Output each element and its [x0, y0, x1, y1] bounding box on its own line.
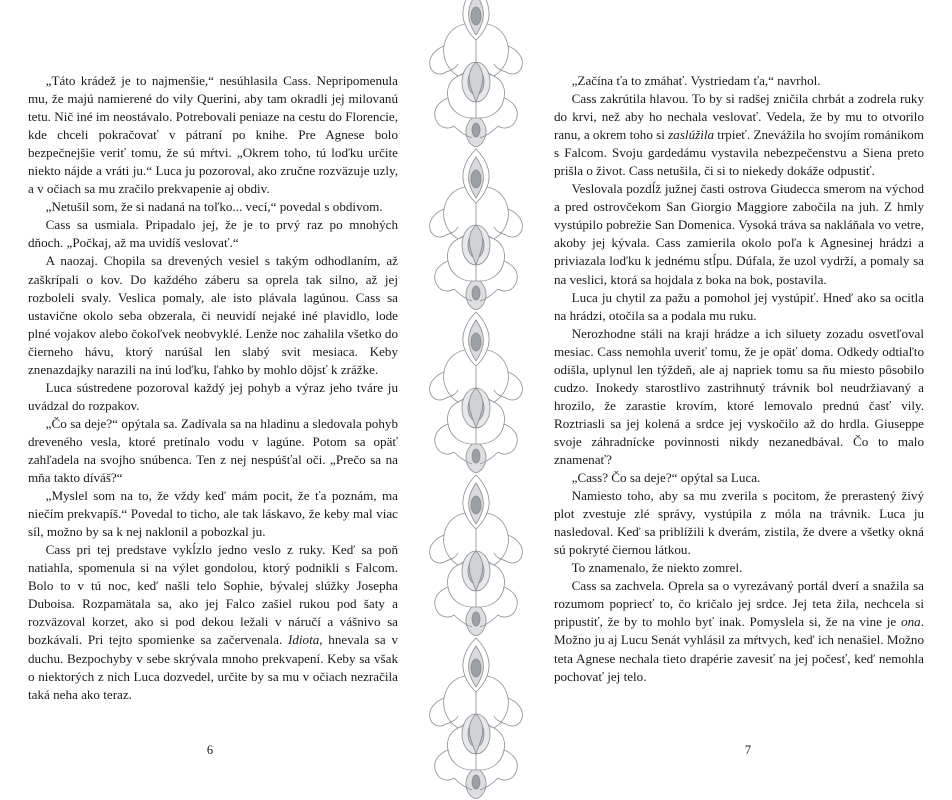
- paragraph: Luca ju chytil za pažu a pomohol jej vystúpiť. Hneď ako sa ocitla na hrádzi, otočila sa a podala mu ruku.: [554, 289, 924, 323]
- paragraph: „Netušil som, že si nadaná na toľko... vecí,“ povedal s obdivom.: [45, 199, 383, 215]
- page-number-left: 6: [206, 743, 214, 757]
- left-page: [0, 0, 420, 800]
- paragraph: Nerozhodne stáli na kraji hrádze a ich siluety zozadu osvetľoval mesiac. Cass nemohla uveriť tomu, že je opäť doma. Odkedy odtiaľto odišla, uplynul len týždeň, ale aj napriek tomu sa ňu miesto pôsobilo cudzo. Inokedy starostlivo zastrihnutý trávnik bol neudržiavaný a hrozilo, že zarastie krovím, ktoré lemovalo prednú časť vily. Roztriasli sa jej kolená a srdce jej vyskočilo až do hrdla. Giuseppe svoje záhradnícke povinnosti nikdy nezanedbával. Čo to malo znamenať?: [554, 325, 924, 467]
- paragraph: Cass sa zachvela. Oprela sa o vyrezávaný portál dverí a snažila sa rozumom popriecť to, čo kričalo jej srdce. Jej teta žila, nechcela si pripustiť, že by to mohlo byť inak. Pomyslela si, že na vine je ona. Možno ju aj Lucu Senát vyhlásil za mŕtvych, keď ich nenašiel. Možno teta Agnese nechala tieto drapérie zavesiť na jej počesť, keď nemohla pochovať jej telo.: [554, 578, 924, 684]
- left-page-text: [28, 72, 398, 704]
- paragraph: To znamenalo, že niekto zomrel.: [571, 560, 743, 576]
- paragraph: Cass zakrútila hlavou. To by si radšej zničila chrbát a zodrela ruky do krvi, než aby ho nechala veslovať. Vedela, že by mu to otvorilo ranu, a okrem toho si zaslúžila trpieť. Znevážila ho svojím románikom s Falcom. Svoju gardedámu vystavila nebezpečenstvu a Siena preto prišla o život. Cass netušila, či si to niekedy dokáže odpustiť.: [554, 91, 924, 179]
- paragraph: „Táto krádež je to najmenšie,“ nesúhlasila Cass. Nepripomenula mu, že majú namierené do vily Querini, aby tam okradli jej milovanú tetu. Nič iné im neostávalo. Potrebovali peniaze na cestu do Florencie, kde chceli pokračovať v pátraní po knihe. Pre Agnese bolo bezpečnejšie veriť tomu, že sú mŕtvi. „Okrem toho, tú loďku určite niekto nájde a vráti ju.“ Luca ju pozoroval, ako zručne rozväzuje uzly, a v očiach sa mu zračilo prekvapenie aj obdiv.: [28, 73, 398, 197]
- right-page: [532, 0, 952, 800]
- paragraph: Luca sústredene pozoroval každý jej pohyb a výraz jeho tváre ju uvádzal do rozpakov.: [28, 379, 398, 413]
- paragraph: Namiesto toho, aby sa mu zverila s pocitom, že prerastený živý plot zvestuje zlé správy, vystúpila z móla na trávnik. Luca ju nasledoval. Keď sa priblížili k dverám, zistila, že dvere a všetky okná sú pokryté čiernou látkou.: [554, 488, 924, 558]
- paragraph: „Začína ťa to zmáhať. Vystriedam ťa,“ navrhol.: [571, 73, 821, 88]
- page-number-right: 7: [744, 743, 752, 757]
- paragraph: Cass pri tej predstave vykĺzlo jedno veslo z ruky. Keď sa poň natiahla, spomenula si na výlet gondolou, ktorý podnikli s Falcom. Bolo to v tú noc, keď našli telo Sophie, bývalej slúžky Josepha Duboisa. Rozpamätala sa, ako jej Falco zašiel rukou pod šaty a rozväzoval korzet, ako si pod dekou ležali v náručí a vášnivo sa bozkávali. Pri tejto spomienke sa začervenala. Idiota, hnevala sa v duchu. Bezpochyby v sebe skrývala mnoho prekvapení. Keby sa však o niektorých z nich Luca dozvedel, určite by sa mu v očiach nezračila taká neha ako teraz.: [28, 542, 398, 702]
- paragraph: „Myslel som na to, že vždy keď mám pocit, že ťa poznám, ma niečím prekvapíš.“ Povedal to ticho, ale tak láskavo, že keby mal viac síl, možno by sa k nej naklonil a pobozkal ju.: [28, 488, 398, 540]
- paragraph: A naozaj. Chopila sa drevených vesiel s takým odhodlaním, až zaškrípali o kov. Do každého záberu sa oprela tak silno, až jej rozboleli svaly. Veslica pomaly, ale isto plávala lagúnou. Cass sa ustavične okolo seba obzerala, či neuvidí nejaké iné plavidlo, lode plné vojakov alebo čokoľvek neobvyklé. Lenže noc zahalila všetko do čierneho hávu, ktorý narúšal len slabý svit mesiaca. Keby znenazdajky narazili na inú loďku, ľahko by mohlo dôjsť k zrážke.: [28, 253, 398, 377]
- ornament-strip: [420, 0, 532, 800]
- paragraph: Cass sa usmiala. Pripadalo jej, že je to prvý raz po mnohých dňoch. „Počkaj, až ma uvidíš veslovať.“: [28, 217, 398, 251]
- ornament-motif: [420, 310, 532, 473]
- paragraph: Veslovala pozdĺž južnej časti ostrova Giudecca smerom na východ a pred ostrovčekom San Giorgio Maggiore zabočila na juh. Z hmly vystúpilo pobrežie San Domenica. Vysoká tráva sa nakláňala vo vetre, akoby jej kývala. Cass zamierila okolo poľa k Agnesinej hrádzi a priviazala loďku k jednému stĺpu. Dúfala, že uzol vydrží, a pomaly sa na veslici, ktorá sa hojdala z boka na bok, postavila.: [554, 181, 924, 287]
- ornament-motif: [420, 0, 532, 147]
- right-page-text: [554, 72, 924, 686]
- ornament-motif: [420, 473, 532, 636]
- paragraph: „Čo sa deje?“ opýtala sa. Zadívala sa na hladinu a sledovala pohyb dreveného vesla, ktoré pretínalo vodu v lagúne. Potom sa opäť zahľadela na svojho snúbenca. Ten z nej nespúšťal oči. „Prečo sa na mňa takto díváš?“: [28, 415, 398, 486]
- ornament-motif: [420, 147, 532, 310]
- gutter-ornament-column: [420, 0, 532, 800]
- paragraph: „Cass? Čo sa deje?“ opýtal sa Luca.: [571, 470, 761, 486]
- ornament-motif: [420, 636, 532, 799]
